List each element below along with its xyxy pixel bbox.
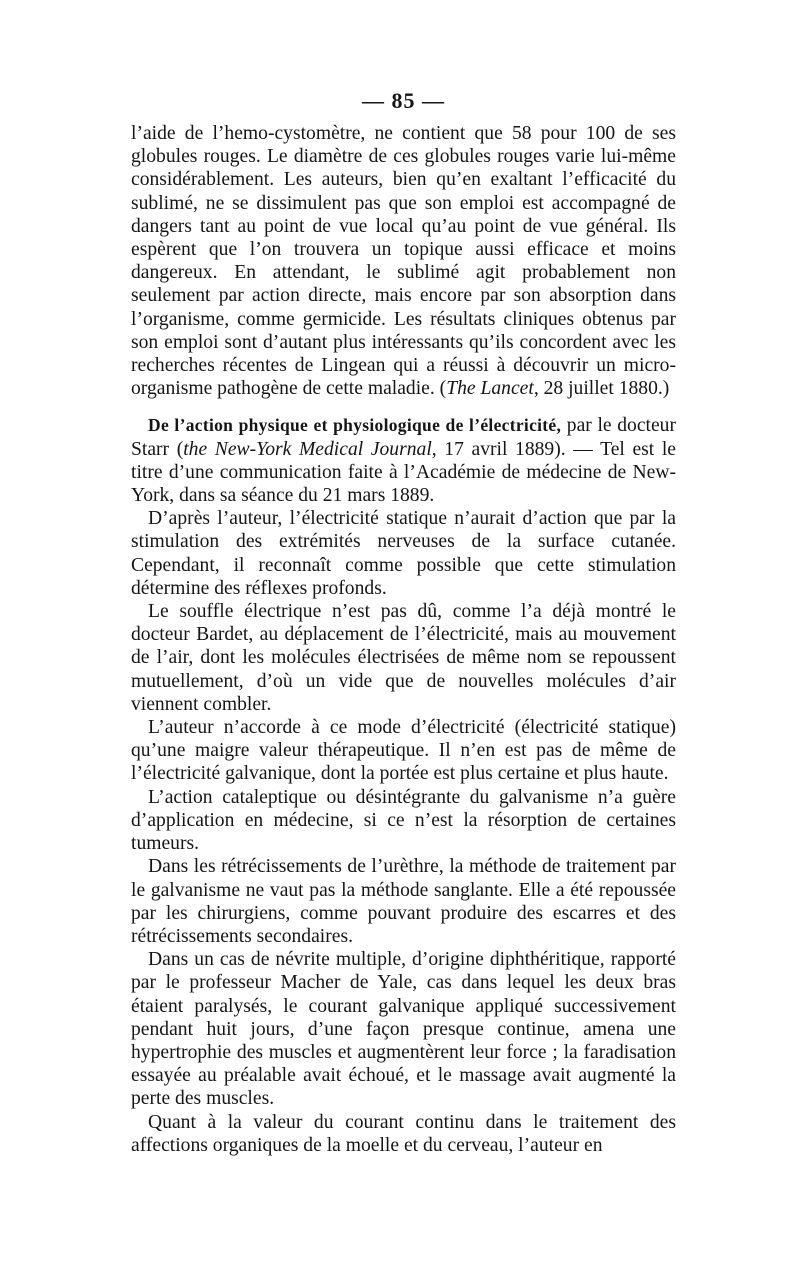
paragraph-text: , 17 avril 1889). — Tel est le titre d’une communication faite à l’Académie de médecine de New-York, dans sa séance du 21 mars 1889. bbox=[131, 438, 677, 507]
paragraph-lancet bbox=[131, 122, 676, 400]
book-page bbox=[131, 88, 676, 1157]
paragraph-text: par le docteur Starr ( bbox=[131, 415, 676, 460]
section-heading: De l’action physique et physiologique de l’électricité, bbox=[148, 415, 562, 436]
paragraph: Le souffle électrique n’est pas dû, comme l’a déjà montré le docteur Bardet, au déplacement de l’électricité, mais au mouvement de l’air, dont les molécules électrisées de même nom se repoussent mutuellement, d’où un vide que de nouvelles molécules d’air viennent combler. bbox=[131, 601, 676, 715]
page-number: — 85 — bbox=[362, 88, 445, 113]
journal-title: the New-York Medical Journal bbox=[183, 438, 432, 460]
paragraph: L’auteur n’accorde à ce mode d’électricité (électricité statique) qu’une maigre valeur thérapeutique. Il n’en est pas de même de l’électricité galvanique, dont la portée est plus certaine et plus haute. bbox=[131, 717, 676, 785]
paragraph-text: , 28 juillet 1880.) bbox=[533, 378, 670, 400]
section-intro bbox=[131, 414, 676, 507]
paragraph: L’action cataleptique ou désintégrante du galvanisme n’a guère d’application en médecine, si ce n’est la résorption de certaines tumeurs. bbox=[131, 786, 676, 855]
paragraph: D’après l’auteur, l’électricité statique n’aurait d’action que par la stimulation des extrémités nerveuses de la surface cutanée. Cependant, il reconnaît comme possible que cette stimulation détermine des réflexes profonds. bbox=[131, 508, 676, 599]
paragraph: Dans un cas de névrite multiple, d’origine diphthéritique, rapporté par le professeur Macher de Yale, cas dans lequel les deux bras étaient paralysés, le courant galvanique appliqué successivement pendant huit jours, d’une façon presque continue, amena une hypertrophie des muscles et augmentèrent leur force ; la faradisation essayée au préalable avait échoué, et le massage avait augmenté la perte des muscles. bbox=[131, 949, 676, 1110]
paragraph-text: l’aide de l’hemo-cystomètre, ne contient que 58 pour 100 de ses globules rouges. Le diamètre de ces globules rouges varie lui-même considérablement. Les auteurs, bien qu’en exaltant l’efficacité du sublimé, ne se dissimulent pas que son emploi est accompagné de dangers tant au point de vue local qu’au point de vue général. Ils espèrent que l’on trouvera un topique aussi efficace et moins dangereux. En attendant, le sublimé agit probablement non seulement par action directe, mais encore par son absorption dans l’organisme, comme germicide. Les résultats cliniques obtenus par son emploi sont d’autant plus intéressants qu’ils concordent avec les recherches récentes de Lingean qui a réussi à découvrir un micro-organisme pathogène de cette maladie. ( bbox=[131, 123, 676, 400]
paragraph: Dans les rétrécissements de l’urèthre, la méthode de traitement par le galvanisme ne vaut pas la méthode sanglante. Elle a été repoussée par les chirurgiens, comme pouvant produire des escarres et des rétrécissements secondaires. bbox=[131, 856, 676, 947]
paragraph: Quant à la valeur du courant continu dans le traitement des affections organiques de la moelle et du cerveau, l’auteur en bbox=[131, 1111, 676, 1156]
source-title: The Lancet bbox=[446, 378, 534, 400]
